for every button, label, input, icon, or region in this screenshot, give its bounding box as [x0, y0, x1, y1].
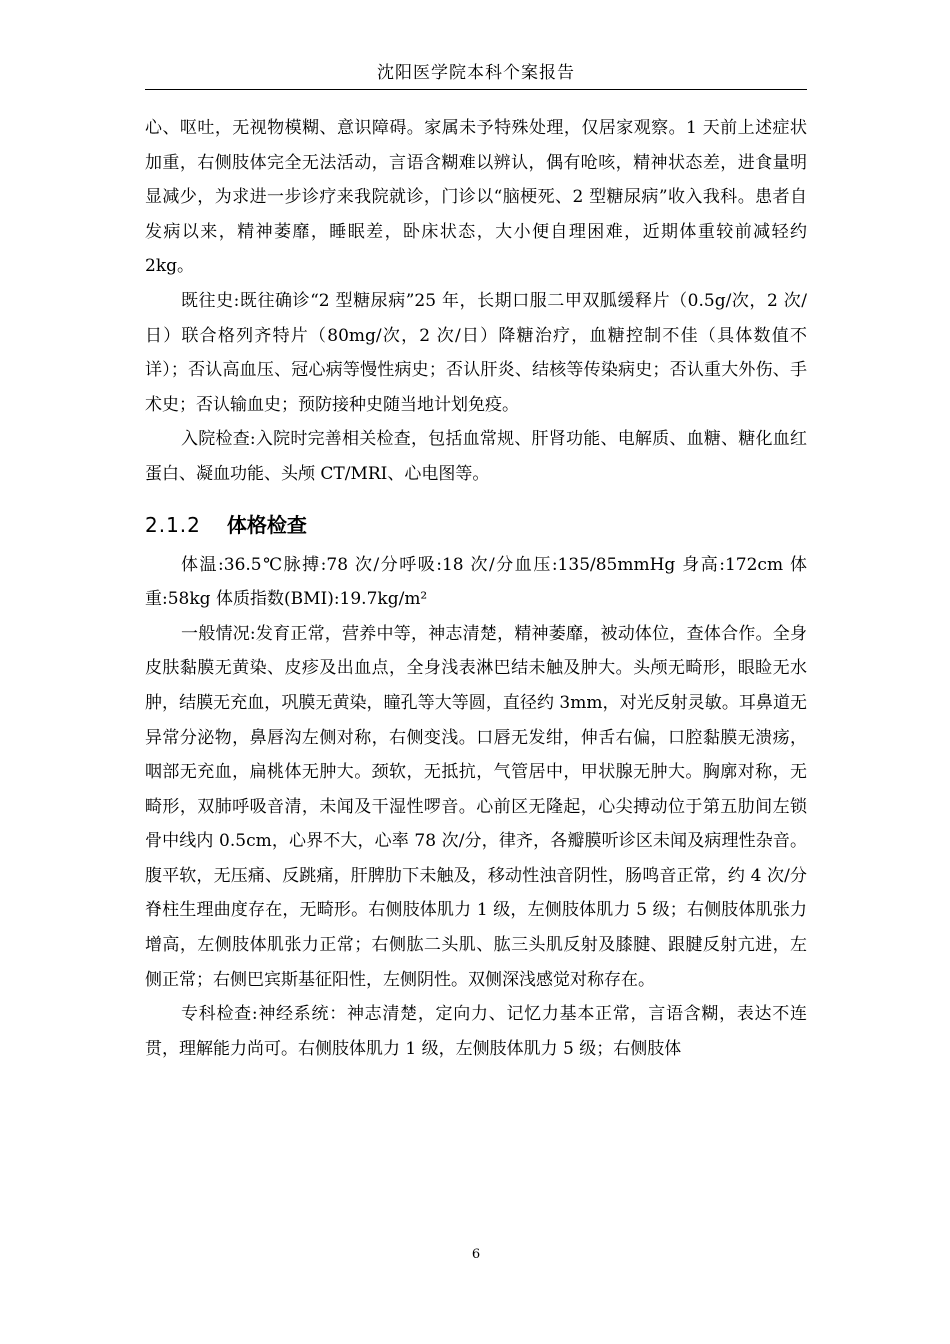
section-heading	[145, 510, 807, 540]
header-divider	[145, 89, 807, 90]
paragraph-vital-signs: 体温:36.5℃脉搏:78 次/分呼吸:18 次/分血压:135/85mmHg 身高:172cm 体重:58kg 体质指数(BMI):19.7kg/m²	[145, 554, 807, 610]
section-number: 2.1.2	[145, 512, 201, 537]
page-number: 6	[471, 1247, 481, 1262]
paragraph-specialist-exam: 专科检查:神经系统：神志清楚，定向力、记忆力基本正常，言语含糊，表达不连贯，理解能力尚可。右侧肢体肌力 1 级，左侧肢体肌力 5 级；右侧肢体	[145, 1004, 807, 1059]
paragraph-general-condition: 一般情况:发育正常，营养中等，神志清楚，精神萎靡，被动体位，查体合作。全身皮肤黏膜无黄染、皮疹及出血点，全身浅表淋巴结未触及肿大。头颅无畸形，眼睑无水肿，结膜无充血，巩膜无黄染，瞳孔等大等圆，直径约 3mm，对光反射灵敏。耳鼻道无异常分泌物，鼻唇沟左侧对称，右侧变浅。口唇无发绀，伸舌右偏，口腔黏膜无溃疡，咽部无充血，扁桃体无肿大。颈软，无抵抗，气管居中，甲状腺无肿大。胸廓对称，无畸形，双肺呼吸音清，未闻及干湿性啰音。心前区无隆起，心尖搏动位于第五肋间左锁骨中线内 0.5cm，心界不大，心率 78 次/分，律齐，各瓣膜听诊区未闻及病理性杂音。腹平软，无压痛、反跳痛，肝脾肋下未触及，移动性浊音阴性，肠鸣音正常，约 4 次/分脊柱生理曲度存在，无畸形。右侧肢体肌力 1 级，左侧肢体肌力 5 级；右侧肢体肌张力增高，左侧肢体肌张力正常；右侧肱二头肌、肱三头肌反射及膝腱、跟腱反射亢进，左侧正常；右侧巴宾斯基征阳性，左侧阴性。双侧深浅感觉对称存在。	[145, 623, 807, 990]
body-text	[145, 111, 807, 1066]
paragraph-history-continued: 心、呕吐，无视物模糊、意识障碍。家属未予特殊处理，仅居家观察。1 天前上述症状加重，右侧肢体完全无法活动，言语含糊难以辨认，偶有呛咳，精神状态差，进食量明显减少，为求进一步诊疗来我院就诊，门诊以“脑梗死、2 型糖尿病”收入我科。患者自发病以来，精神萎靡，睡眠差，卧床状态，大小便自理困难，近期体重较前减轻约 2kg。	[145, 118, 807, 277]
paragraph-past-history: 既往史:既往确诊“2 型糖尿病”25 年，长期口服二甲双胍缓释片（0.5g/次，2 次/日）联合格列齐特片（80mg/次，2 次/日）降糖治疗，血糖控制不佳（具体数值不详）；否认高血压、冠心病等慢性病史；否认肝炎、结核等传染病史；否认重大外伤、手术史；否认输血史；预防接种史随当地计划免疫。	[145, 290, 807, 415]
paragraph-admission-exam: 入院检查:入院时完善相关检查，包括血常规、肝肾功能、电解质、血糖、糖化血红蛋白、凝血功能、头颅 CT/MRI、心电图等。	[145, 429, 807, 484]
running-header-title: 沈阳医学院本科个案报告	[377, 63, 575, 83]
section-title: 体格检查	[226, 512, 307, 537]
